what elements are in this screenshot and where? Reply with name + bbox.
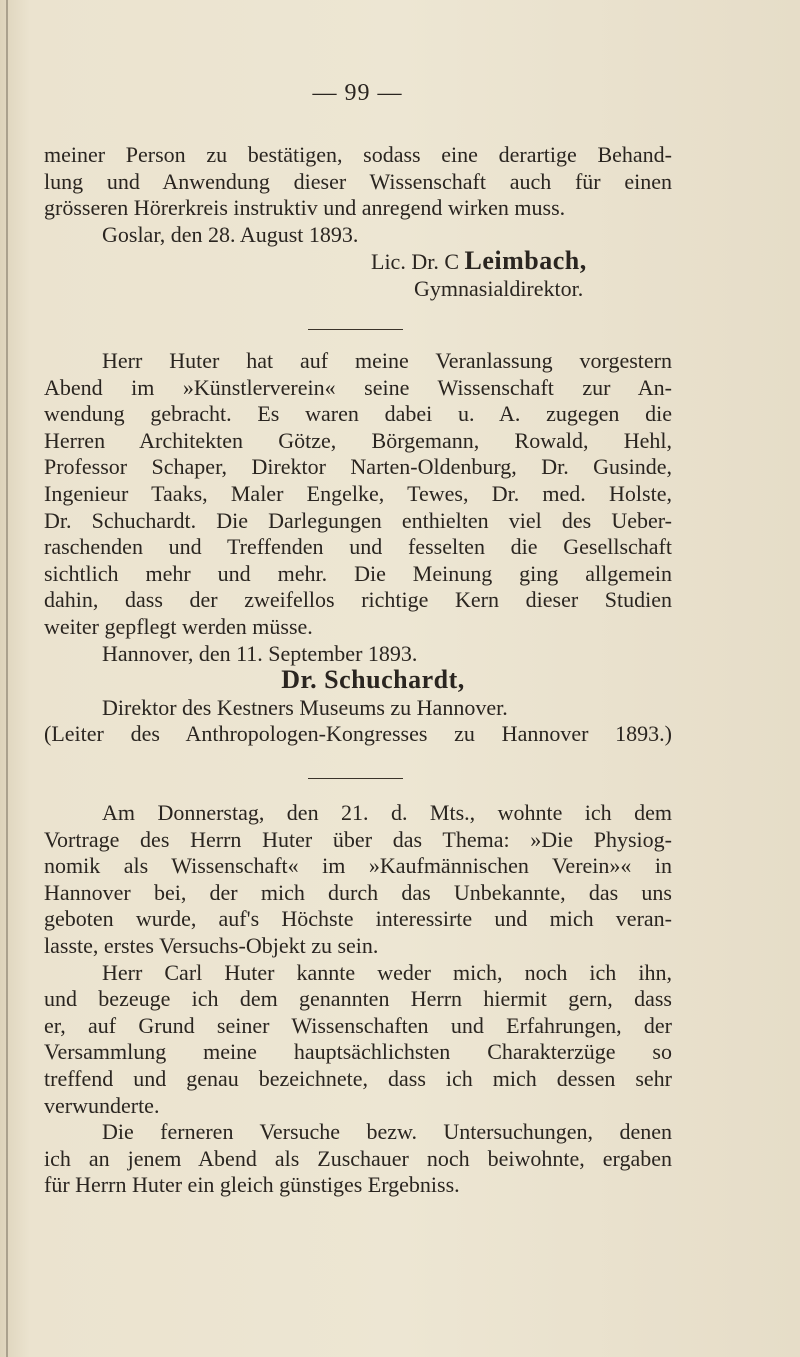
testimonial-leimbach	[44, 142, 672, 303]
text-line: meiner Person zu bestätigen, sodass eine derartige Behand-	[44, 142, 672, 167]
text-line: Versammlung meine hauptsächlichsten Charakterzüge so	[44, 1039, 672, 1065]
text-line: Abend im »Künstlerverein« seine Wissenschaft zur An-	[44, 374, 672, 400]
text-line: dahin, dass der zweifellos richtige Kern dieser Studien	[44, 587, 672, 613]
place-date: Goslar, den 28. August 1893.	[102, 221, 359, 247]
testimonial-schuchardt	[44, 348, 672, 748]
text-line: grösseren Hörerkreis instruktiv und anregend wirken muss.	[44, 195, 566, 221]
text-line: Herren Architekten Götze, Börgemann, Rowald, Hehl,	[44, 427, 672, 453]
page-edge-shadow	[6, 0, 8, 1357]
text-line: wendung gebracht. Es waren dabei u. A. zugegen die	[44, 401, 672, 427]
section-divider	[308, 329, 403, 330]
signature-note: (Leiter des Anthropologen-Kongresses zu Hannover 1893.)	[44, 721, 672, 747]
place-date: Hannover, den 11. September 1893.	[102, 640, 418, 666]
text-line: Dr. Schuchardt. Die Darlegungen enthielten viel des Ueber-	[44, 507, 672, 533]
text-line: raschenden und Treffenden und fesselten die Gesellschaft	[44, 534, 672, 560]
text-line: treffend und genau bezeichnete, dass ich mich dessen sehr	[44, 1065, 672, 1091]
signature-title: Direktor des Kestners Museums zu Hannover.	[102, 694, 508, 720]
text-line: und bezeuge ich dem genannten Herrn hiermit gern, dass	[44, 986, 672, 1012]
text-line: Professor Schaper, Direktor Narten-Oldenburg, Dr. Gusinde,	[44, 454, 672, 480]
signature-leimbach	[44, 248, 672, 276]
signature-name: Dr. Schuchardt,	[281, 665, 465, 695]
text-line: Herr Huter hat auf meine Veranlassung vorgestern	[102, 348, 672, 373]
section-divider	[308, 778, 403, 779]
text-line: er, auf Grund seiner Wissenschaften und Erfahrungen, der	[44, 1012, 672, 1038]
text-line: lung und Anwendung dieser Wissenschaft auch für einen	[44, 168, 672, 194]
text-line: verwunderte.	[44, 1092, 160, 1118]
signature-name: Leimbach,	[464, 246, 587, 276]
signature-title: Gymnasialdirektor.	[414, 275, 584, 301]
text-line: geboten wurde, auf's Höchste interessirte und mich veran-	[44, 906, 672, 932]
text-line: Die ferneren Versuche bezw. Untersuchungen, denen	[102, 1119, 672, 1145]
text-line: Am Donnerstag, den 21. d. Mts., wohnte ich dem	[102, 800, 672, 825]
text-line: Ingenieur Taaks, Maler Engelke, Tewes, Dr. med. Holste,	[44, 480, 672, 506]
signature-prefix: Lic. Dr. C	[371, 249, 459, 275]
text-line: Vortrage des Herrn Huter über das Thema: »Die Physiog-	[44, 826, 672, 852]
text-line: für Herrn Huter ein gleich günstiges Ergebniss.	[44, 1172, 460, 1198]
testimonial-third	[44, 800, 672, 1199]
text-line: lasste, erstes Versuchs-Objekt zu sein.	[44, 932, 379, 958]
text-line: nomik als Wissenschaft« im »Kaufmännischen Verein»« in	[44, 853, 672, 879]
text-line: Hannover bei, der mich durch das Unbekannte, das uns	[44, 879, 672, 905]
text-line: Herr Carl Huter kannte weder mich, noch ich ihn,	[102, 959, 672, 985]
text-line: sichtlich mehr und mehr. Die Meinung ging allgemein	[44, 560, 672, 586]
text-line: weiter gepflegt werden müsse.	[44, 613, 313, 639]
text-line: ich an jenem Abend als Zuschauer noch beiwohnte, ergaben	[44, 1145, 672, 1171]
page-number: — 99 —	[312, 80, 403, 106]
signature-schuchardt	[44, 667, 672, 695]
